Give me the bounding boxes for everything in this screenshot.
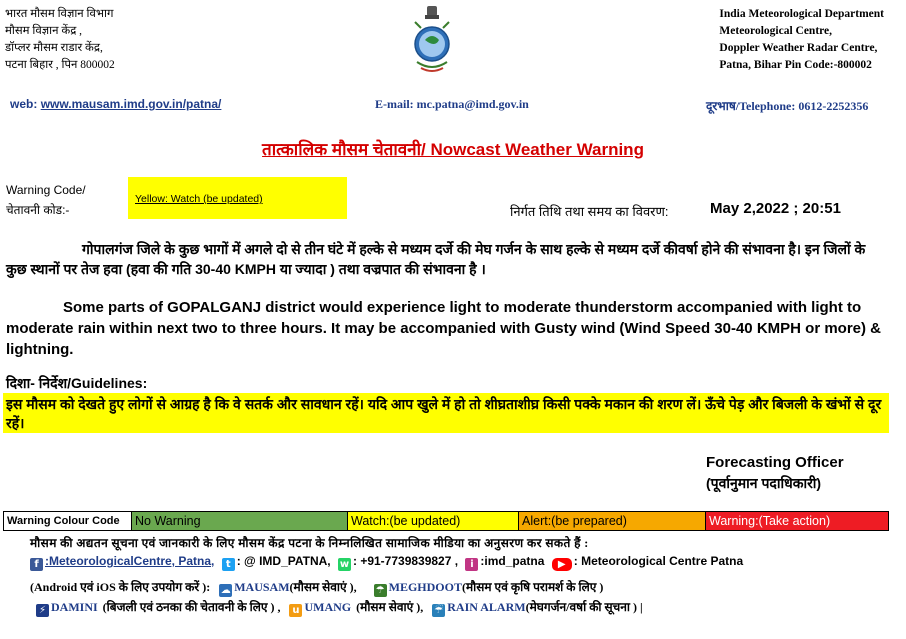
header-right-line: Doppler Weather Radar Centre, [719,42,878,54]
umang-desc: (मौसम सेवाएं ), [356,600,424,614]
guidelines-text: इस मौसम को देखते हुए लोगों से आग्रह है कि वे सतर्क और सावधान रहें। यदि आप खुले में हो तो शीघ्रताशीघ्र किसी पक्के मकान की शरण लें। ऊँचे पेड़ और बिजली के खंभों से दूर रहें। [6,396,882,431]
damini-app-icon: ⚡ [36,604,49,617]
twitter-icon: t [222,558,235,571]
umang-app-icon: u [289,604,302,617]
header-right-line: Meteorological Centre, [719,25,833,37]
warning-code-label-en: Warning Code/ [6,183,86,197]
web-contact [10,97,221,111]
email-contact: E-mail: mc.patna@imd.gov.in [375,97,529,111]
apps-row-2 [30,598,643,617]
issue-time-label: निर्गत तिथि तथा समय का विवरण: [510,204,669,219]
issue-time-value: May 2,2022 ; 20:51 [710,200,841,217]
whatsapp-number[interactable]: : +91-7739839827 , [352,554,459,568]
header-right-line: Patna, Bihar Pin Code:-800002 [719,59,872,71]
web-link[interactable]: www.mausam.imd.gov.in/patna/ [40,97,222,111]
warning-code-label-hi: चेतावनी कोड:- [6,203,70,217]
facebook-icon: f [30,558,43,571]
meghdoot-desc: (मौसम एवं कृषि परामर्श के लिए ) [461,580,604,594]
mausam-app[interactable]: MAUSAM [234,580,290,594]
header-right-line: India Meteorological Department [719,8,884,20]
english-warning-text: Some parts of GOPALGANJ district would experience light to moderate thunderstorm accompanied with light to moderate rain within next two to three hours. It may be accompanied with Gusty wind (Wind Speed 30-40 KMPH or more) & lightning. [6,299,881,358]
damini-desc: (बिजली एवं ठनका की चेतावनी के लिए ) , [102,600,281,614]
rain-alarm-app-icon: ☔ [432,604,445,617]
legend-warning: Warning:(Take action) [706,512,888,530]
meghdoot-app-icon: ☂ [374,584,387,597]
warning-code-label [6,180,86,220]
legend-no-warning: No Warning [132,512,348,530]
header-left [5,6,115,74]
header-left-line: पटना बिहार , पिन 800002 [5,59,115,71]
rain-alarm-desc: (मेघगर्जन/वर्षा की सूचना ) | [525,600,643,614]
whatsapp-icon: w [339,559,350,570]
header-left-line: डॉप्लर मौसम राडार केंद्र, [5,42,103,54]
rain-alarm-app[interactable]: RAIN ALARM [447,600,526,614]
header-right [719,6,884,74]
social-intro: मौसम की अद्यतन सूचना एवं जानकारी के लिए मौसम केंद्र पटना के निम्नलिखित सामाजिक मीडिया का अनुसरण कर सकते हैं : [30,536,589,550]
mausam-app-icon: ☁ [220,585,231,596]
header-left-line: मौसम विज्ञान केंद्र , [5,25,83,37]
guidelines-label: दिशा- निर्देश/Guidelines: [6,375,148,391]
web-label: web: [10,97,38,111]
meghdoot-app[interactable]: MEGHDOOT [388,580,462,594]
warning-colour-legend [3,511,889,531]
umang-app[interactable]: UMANG [304,600,352,614]
youtube-channel[interactable]: : Meteorological Centre Patna [573,554,744,568]
damini-app[interactable]: DAMINI [51,600,98,614]
page-title: तात्कालिक मौसम चेतावनी/ Nowcast Weather Warning [262,140,644,159]
officer-title-hindi: (पूर्वानुमान पदाधिकारी) [706,475,822,491]
hindi-warning-text: गोपालगंज जिले के कुछ भागों में अगले दो से तीन घंटे में हल्के से मध्यम दर्जे की मेघ गर्जन के साथ हल्के से मध्यम दर्जे कीवर्षा होने की संभावना है। इन जिलों के कुछ स्थानों पर तेज हवा (हवा की गति 30-40 KMPH या ज्यादा ) तथा वज्रपात की संभावना है । [6,241,866,277]
warning-code-value: Yellow: Watch (be updated) [135,193,263,205]
national-emblem-icon [411,4,453,76]
instagram-icon: i [465,558,478,571]
header-left-line: भारत मौसम विज्ञान विभाग [5,8,114,20]
youtube-icon: ▶ [552,558,572,571]
warning-code-box [128,177,347,219]
facebook-link[interactable]: :MeteorologicalCentre, Patna, [45,554,215,568]
twitter-handle[interactable]: : @ IMD_PATNA, [236,554,331,568]
social-media-row [30,554,743,571]
apps-intro: (Android एवं iOS के लिए उपयोग करें ): [30,580,211,594]
apps-row-1 [30,578,603,597]
officer-title: Forecasting Officer [706,454,844,471]
phone-contact: दूरभाष/Telephone: 0612-2252356 [706,99,869,113]
legend-title: Warning Colour Code [4,512,132,530]
legend-watch: Watch:(be updated) [348,512,519,530]
mausam-desc: (मौसम सेवाएं ), [289,580,357,594]
instagram-handle[interactable]: :imd_patna [480,554,545,568]
legend-alert: Alert:(be prepared) [519,512,706,530]
